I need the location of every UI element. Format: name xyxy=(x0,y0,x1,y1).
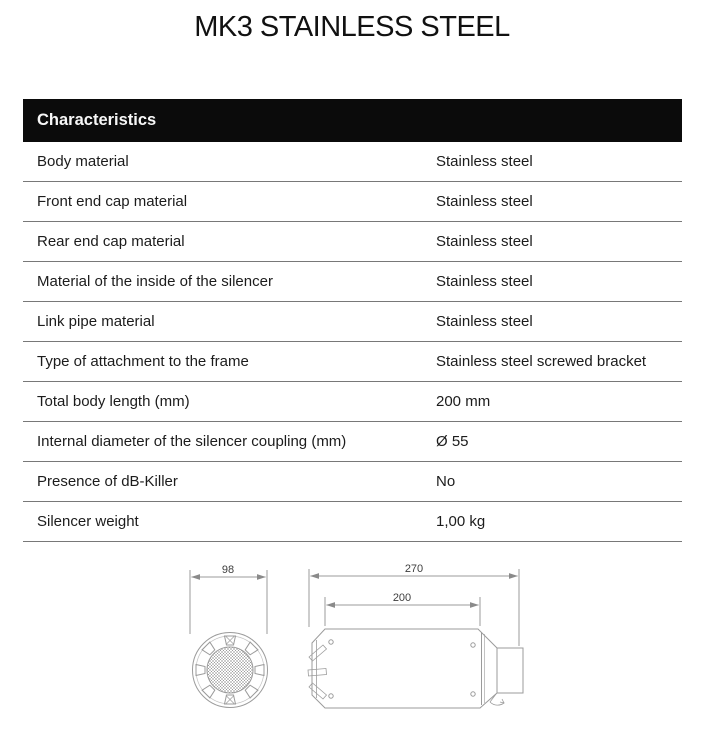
table-row xyxy=(23,222,682,262)
spec-value: 1,00 kg xyxy=(436,513,486,530)
spec-label: Total body length (mm) xyxy=(37,393,190,410)
spec-label: Rear end cap material xyxy=(37,233,185,250)
table-header xyxy=(23,99,682,142)
table-row xyxy=(23,382,682,422)
spec-value: Stainless steel xyxy=(436,273,533,290)
technical-drawing xyxy=(180,550,560,742)
table-row xyxy=(23,422,682,462)
page-title: MK3 STAINLESS STEEL xyxy=(194,11,510,43)
spec-value: Ø 55 xyxy=(436,433,469,450)
dimension-270-label: 270 xyxy=(404,563,424,575)
spec-value: No xyxy=(436,473,456,490)
spec-value: Stainless steel screwed bracket xyxy=(436,353,647,370)
spec-label: Link pipe material xyxy=(37,313,155,330)
table-header-label: Characteristics xyxy=(37,111,157,129)
spec-value: Stainless steel xyxy=(436,153,533,170)
dimension-98-label: 98 xyxy=(221,564,235,576)
table-row xyxy=(23,182,682,222)
spec-label: Internal diameter of the silencer coupling (mm) xyxy=(37,433,347,450)
table-row xyxy=(23,342,682,382)
spec-value: 200 mm xyxy=(436,393,491,410)
spec-value: Stainless steel xyxy=(436,193,533,210)
end-view-drawing xyxy=(190,570,268,708)
side-view-drawing xyxy=(308,569,523,708)
spec-label: Silencer weight xyxy=(37,513,139,530)
table-row xyxy=(23,142,682,182)
spec-label: Type of attachment to the frame xyxy=(37,353,249,370)
spec-label: Presence of dB-Killer xyxy=(37,473,178,490)
spec-label: Front end cap material xyxy=(37,193,188,210)
table-row xyxy=(23,302,682,342)
characteristics-table xyxy=(23,99,682,542)
dimension-200-label: 200 xyxy=(392,592,412,604)
table-row xyxy=(23,262,682,302)
spec-value: Stainless steel xyxy=(436,313,533,330)
silencer-drawing xyxy=(180,550,560,742)
table-row xyxy=(23,502,682,542)
table-row xyxy=(23,462,682,502)
spec-label: Body material xyxy=(37,153,129,170)
spec-label: Material of the inside of the silencer xyxy=(37,273,273,290)
spec-value: Stainless steel xyxy=(436,233,533,250)
